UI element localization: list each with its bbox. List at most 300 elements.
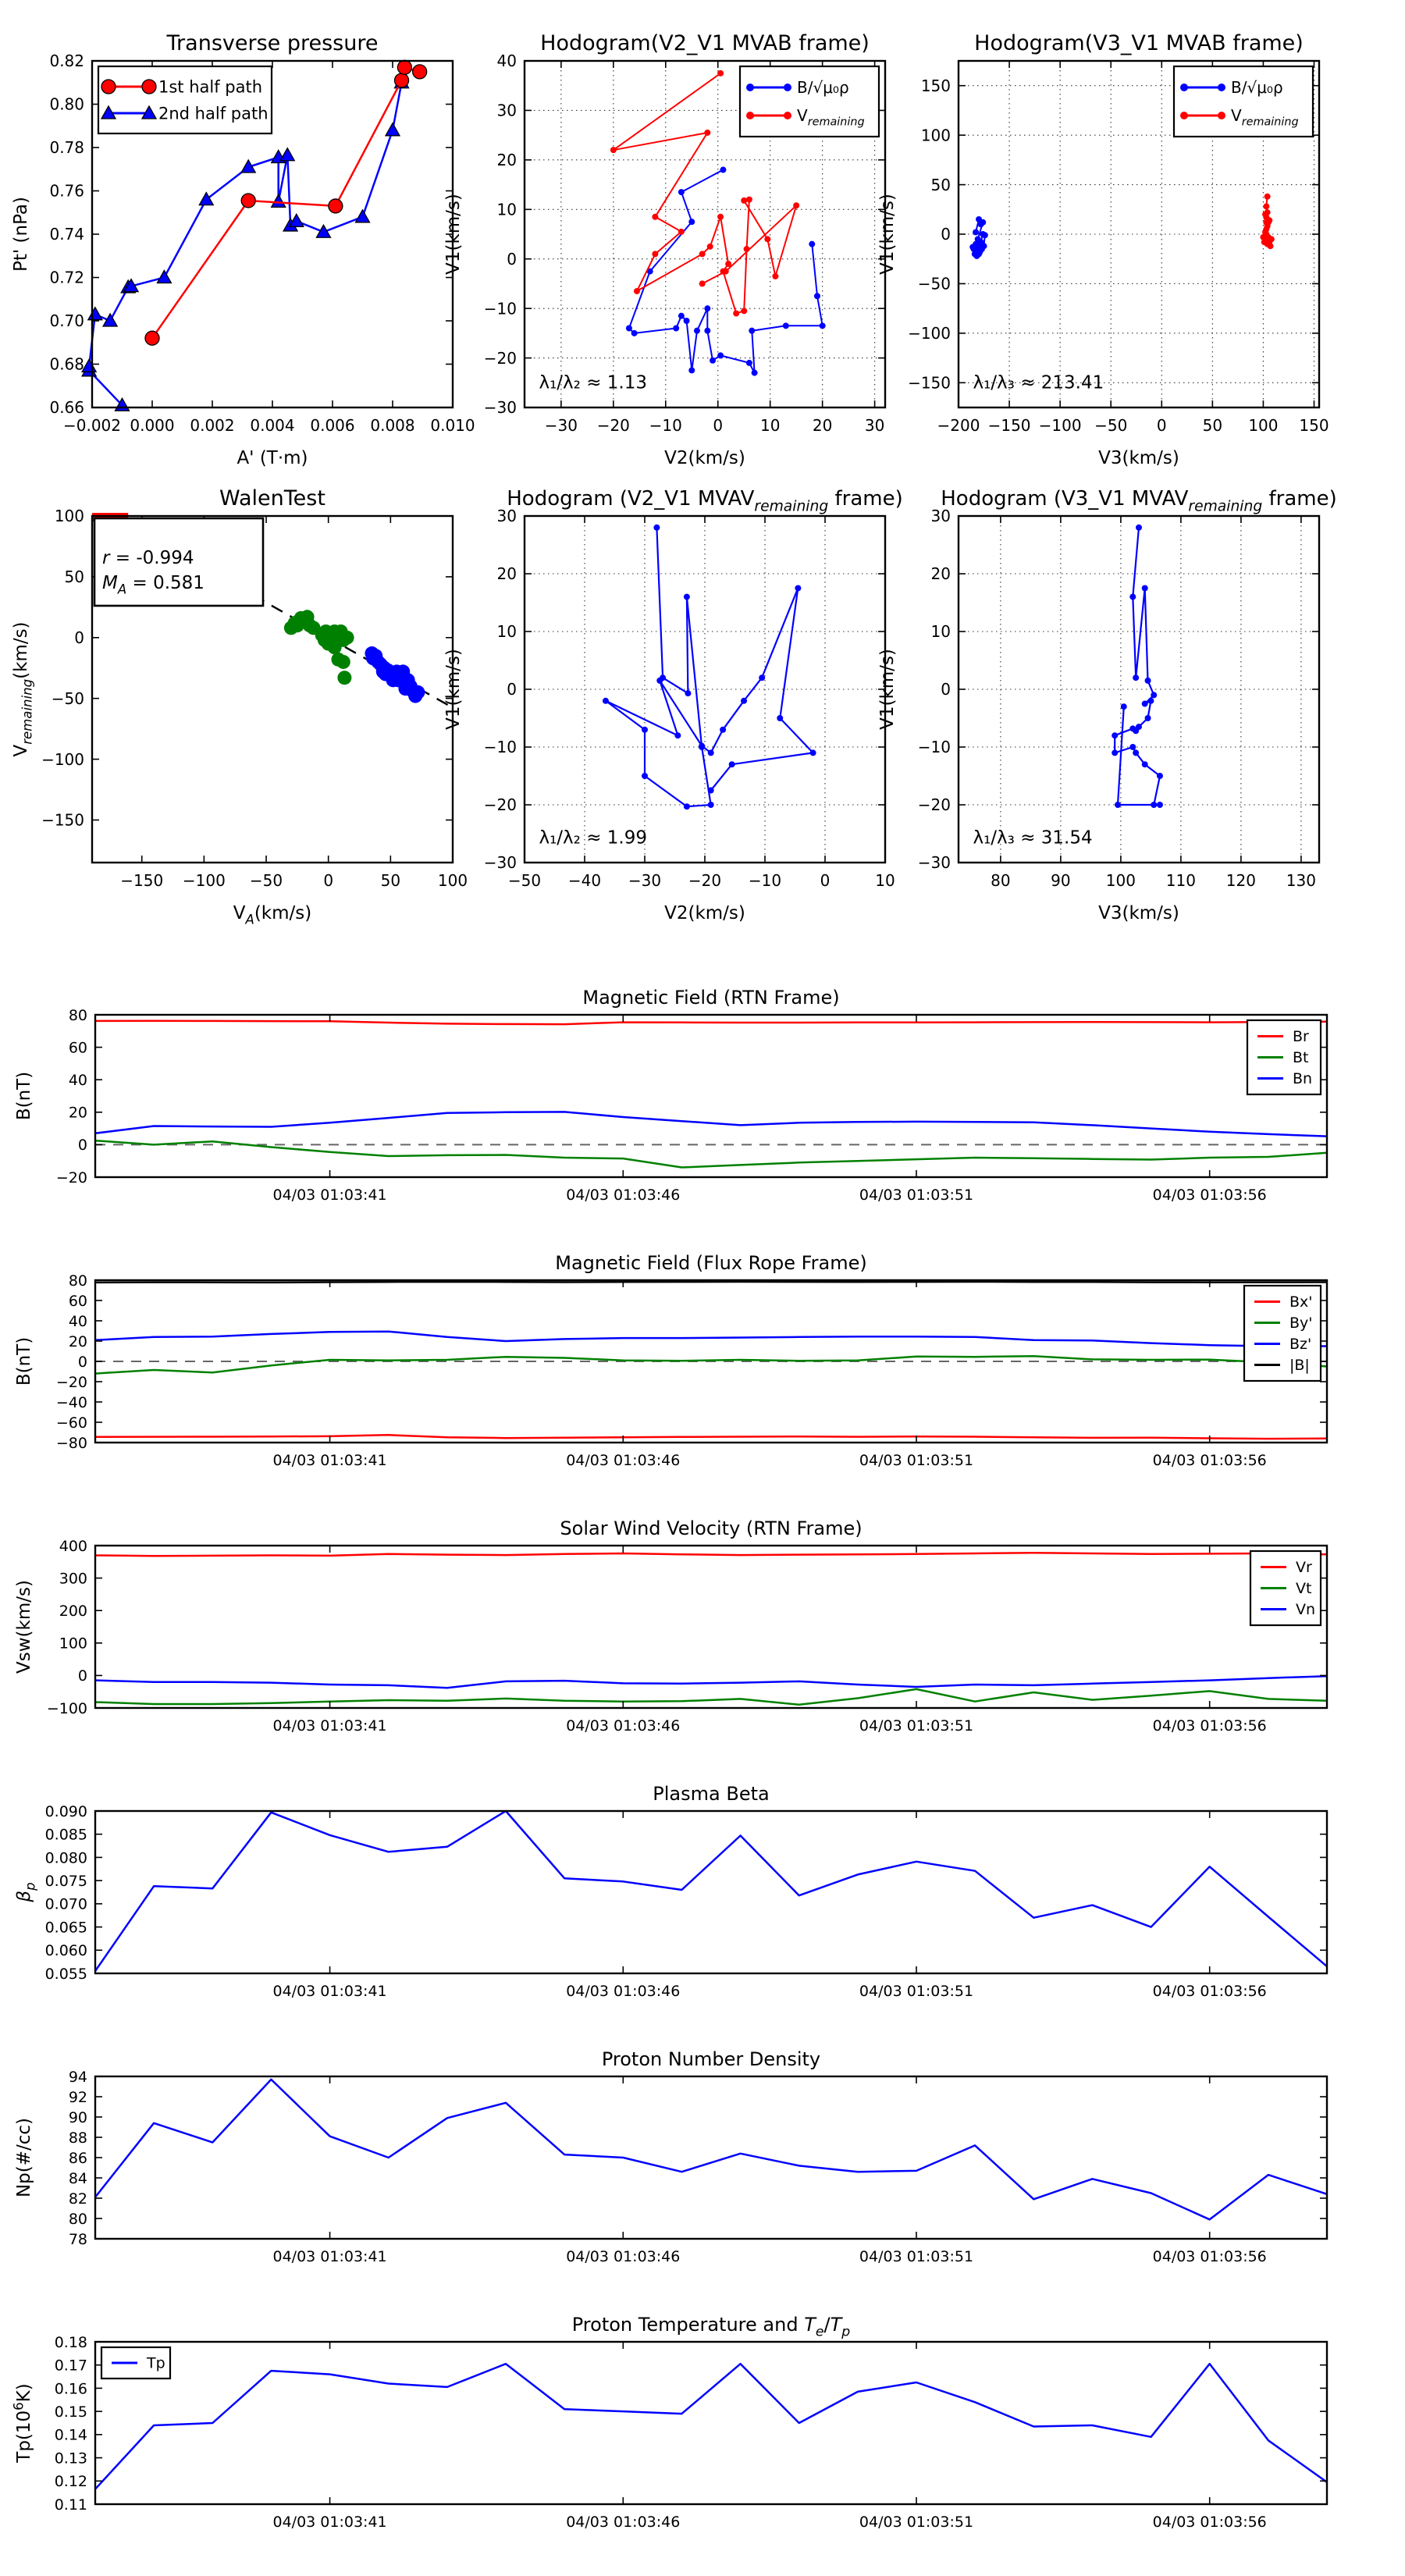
legend-label: $V_{remaining}$	[1231, 106, 1299, 129]
point-marker	[746, 197, 752, 203]
point-marker	[784, 84, 791, 91]
y-tick-label: 0.090	[44, 1802, 87, 1820]
point-marker	[688, 367, 695, 373]
y-tick-label: 82	[68, 2190, 87, 2208]
series-B-over-sqrt-mu0rho	[969, 216, 988, 259]
y-tick-label: 0	[941, 680, 951, 699]
series-v-remaining-path	[1112, 525, 1163, 808]
point-marker	[642, 773, 648, 779]
fit-stats-line: r = -0.994	[102, 548, 194, 568]
x-tick-label: 04/03 01:03:56	[1152, 2514, 1267, 2531]
y-tick-label: 100	[54, 507, 84, 526]
y-tick-label: −80	[55, 1434, 87, 1452]
point-marker	[688, 219, 695, 225]
series-Vn	[95, 1676, 1327, 1688]
x-tick-label: 150	[1299, 416, 1329, 435]
point-marker	[749, 328, 755, 334]
x-tick-label: −0.002	[62, 416, 122, 435]
point-marker	[725, 261, 731, 267]
fit-stats-line: $M_A = 0.581$	[102, 573, 205, 597]
point-marker	[1268, 236, 1275, 242]
series-line	[95, 1112, 1327, 1136]
x-axis-label: V2(km/s)	[664, 448, 745, 468]
point-marker	[652, 251, 658, 257]
point-marker	[720, 167, 726, 173]
y-tick-label: 0.80	[49, 94, 84, 114]
y-axis-label: V1(km/s)	[443, 194, 464, 275]
point-marker	[1262, 212, 1268, 218]
x-tick-label: −20	[596, 416, 630, 435]
x-tick-label: 04/03 01:03:56	[1152, 1983, 1267, 2000]
triangle-marker	[199, 193, 213, 205]
point-marker	[777, 715, 783, 721]
point-marker	[699, 251, 706, 257]
point-marker	[1121, 703, 1127, 710]
legend-label: |B|	[1289, 1357, 1310, 1375]
x-tick-label: 130	[1286, 871, 1316, 890]
y-tick-label: −30	[483, 398, 517, 418]
panel-mag-rtn	[14, 987, 1327, 1204]
y-tick-label: −20	[483, 795, 517, 815]
point-marker	[610, 147, 617, 153]
y-axis-label: $\beta_p$	[14, 1882, 38, 1902]
point-marker	[717, 352, 724, 358]
point-marker	[684, 803, 690, 809]
series-Vr	[95, 1553, 1327, 1556]
point-marker	[340, 631, 354, 645]
y-axis-label: B(nT)	[14, 1071, 34, 1121]
x-tick-label: 50	[1202, 416, 1223, 435]
y-tick-label: 0.17	[54, 2357, 87, 2375]
y-tick-label: −10	[917, 738, 951, 757]
point-marker	[1157, 773, 1163, 779]
x-tick-label: 04/03 01:03:51	[859, 1187, 974, 1204]
x-tick-label: 0	[820, 871, 831, 890]
x-tick-label: 0.000	[130, 416, 175, 435]
y-tick-label: −40	[55, 1393, 87, 1411]
point-marker	[746, 84, 754, 91]
point-marker	[741, 698, 747, 704]
y-tick-label: −10	[483, 299, 517, 318]
triangle-marker	[280, 148, 294, 161]
point-marker	[1151, 692, 1157, 698]
point-marker	[741, 308, 747, 314]
point-marker	[793, 202, 799, 208]
x-tick-label: −10	[649, 416, 682, 435]
point-marker	[699, 743, 705, 749]
point-marker	[684, 594, 690, 600]
point-marker	[642, 727, 648, 733]
panel-title: Magnetic Field (RTN Frame)	[582, 987, 840, 1009]
point-marker	[810, 749, 816, 756]
y-tick-label: 0.085	[44, 1826, 87, 1844]
legend-label: Bx'	[1289, 1293, 1313, 1311]
x-tick-label: 04/03 01:03:56	[1152, 1187, 1267, 1204]
y-tick-label: 0.66	[49, 398, 84, 418]
x-tick-label: 0.008	[370, 416, 415, 435]
panel-hodogram-v2v1-mvav	[443, 487, 903, 923]
legend-label: Vr	[1296, 1559, 1312, 1577]
panel-plasma-beta	[14, 1783, 1327, 2000]
y-tick-label: 0.080	[44, 1849, 87, 1867]
point-marker	[752, 370, 758, 376]
triangle-marker	[316, 225, 330, 237]
y-tick-label: −50	[917, 274, 951, 294]
panel-title: Proton Temperature and $T_e/T_p$	[571, 2314, 851, 2340]
y-axis-label: B(nT)	[14, 1336, 34, 1386]
y-tick-label: −100	[908, 324, 951, 343]
point-marker	[708, 788, 714, 794]
point-marker	[1142, 585, 1148, 592]
lambda-ratio-annotation: λ₁/λ₂ ≈ 1.13	[539, 372, 648, 393]
y-tick-label: 40	[68, 1072, 87, 1090]
x-axis-label: V3(km/s)	[1098, 448, 1179, 468]
y-tick-label: 88	[68, 2129, 87, 2147]
legend-label: B/√μ₀ρ	[1231, 78, 1283, 97]
y-tick-label: −30	[483, 853, 517, 873]
point-marker	[626, 326, 632, 332]
panel-transverse-pressure	[11, 31, 475, 468]
point-marker	[746, 112, 754, 119]
y-tick-label: 0.72	[49, 268, 84, 287]
point-marker	[142, 80, 156, 94]
legend-label: Bz'	[1289, 1336, 1312, 1354]
y-tick-label: 100	[59, 1635, 87, 1653]
series-line	[95, 1356, 1327, 1373]
point-marker	[411, 685, 425, 699]
y-tick-label: 0	[507, 249, 517, 269]
axes-frame	[95, 1811, 1327, 1973]
y-axis-label: Pt' (nPa)	[11, 197, 31, 272]
y-tick-label: 0.18	[54, 2333, 87, 2351]
point-marker	[784, 112, 791, 119]
legend-box	[98, 66, 272, 133]
point-marker	[1147, 698, 1154, 704]
point-marker	[673, 326, 679, 332]
x-tick-label: 04/03 01:03:46	[566, 1983, 681, 2000]
x-tick-label: 0	[323, 871, 334, 890]
y-tick-label: 0.70	[49, 311, 84, 331]
series-beta-p	[95, 1811, 1327, 1971]
point-marker	[336, 655, 350, 669]
point-marker	[241, 194, 255, 208]
x-tick-label: 100	[1248, 416, 1279, 435]
point-marker	[1129, 744, 1136, 750]
x-axis-label: V3(km/s)	[1098, 903, 1179, 923]
series-line	[95, 1553, 1327, 1556]
y-tick-label: 0	[74, 628, 84, 647]
panel-proton-density	[14, 2048, 1327, 2265]
panel-vsw-rtn	[14, 1517, 1327, 1735]
x-tick-label: 04/03 01:03:41	[272, 1717, 387, 1735]
x-tick-label: 04/03 01:03:51	[859, 2248, 974, 2265]
panel-proton-temp	[11, 2314, 1327, 2531]
x-tick-label: −150	[987, 416, 1031, 435]
x-tick-label: 10	[759, 416, 781, 435]
point-marker	[1266, 217, 1272, 223]
legend-label: Vt	[1296, 1580, 1312, 1598]
y-tick-label: 400	[59, 1537, 87, 1555]
series-Bz-prime	[95, 1332, 1327, 1347]
y-tick-label: 20	[68, 1332, 87, 1350]
y-tick-label: 0.070	[44, 1895, 87, 1913]
x-tick-label: 04/03 01:03:56	[1152, 1452, 1267, 1469]
point-marker	[973, 229, 979, 235]
y-tick-label: 50	[930, 175, 951, 194]
point-marker	[101, 80, 116, 94]
lambda-ratio-annotation: λ₁/λ₃ ≈ 31.54	[973, 827, 1093, 849]
series-v-remaining-path	[603, 525, 816, 809]
x-tick-label: 04/03 01:03:51	[859, 1717, 974, 1735]
panel-title: Solar Wind Velocity (RTN Frame)	[560, 1517, 863, 1539]
point-marker	[678, 189, 685, 195]
point-marker	[704, 328, 710, 334]
y-tick-label: −150	[908, 373, 951, 393]
series-line	[95, 1676, 1327, 1688]
point-marker	[744, 246, 750, 252]
axes-frame	[959, 516, 1319, 863]
x-tick-label: 04/03 01:03:46	[566, 1452, 681, 1469]
y-tick-label: 200	[59, 1603, 87, 1621]
point-marker	[337, 671, 351, 685]
point-marker	[741, 197, 747, 204]
x-tick-label: 110	[1165, 871, 1196, 890]
point-marker	[708, 802, 714, 808]
series-line	[95, 1282, 1327, 1283]
legend-label: Bt	[1293, 1049, 1309, 1067]
y-axis-label: Vsw(km/s)	[14, 1580, 34, 1674]
y-tick-label: 92	[68, 2088, 87, 2106]
series-Np	[95, 2080, 1327, 2219]
point-marker	[764, 236, 770, 242]
y-tick-label: 10	[496, 622, 517, 642]
point-marker	[746, 360, 752, 366]
point-marker	[1112, 732, 1118, 738]
y-tick-label: 90	[68, 2108, 87, 2126]
y-tick-label: 0.11	[54, 2496, 87, 2514]
triangle-marker	[272, 194, 286, 207]
y-tick-label: 0.78	[49, 138, 84, 158]
y-axis-label: V1(km/s)	[877, 194, 898, 275]
panel-hodogram-v3v1-mvav	[877, 487, 1337, 923]
triangle-marker	[157, 271, 171, 283]
y-tick-label: 20	[930, 564, 951, 584]
y-tick-label: −100	[46, 1699, 87, 1717]
point-marker	[1263, 203, 1269, 209]
y-tick-label: 30	[496, 101, 517, 120]
point-marker	[708, 749, 714, 756]
y-tick-label: 10	[496, 200, 517, 219]
lambda-ratio-annotation: λ₁/λ₃ ≈ 213.41	[973, 372, 1104, 393]
x-tick-label: −10	[748, 871, 782, 890]
x-tick-label: −50	[1094, 416, 1128, 435]
x-tick-label: −100	[1038, 416, 1082, 435]
triangle-marker	[103, 314, 117, 326]
point-marker	[980, 219, 986, 226]
point-marker	[783, 322, 789, 329]
x-tick-label: 04/03 01:03:51	[859, 2514, 974, 2531]
point-marker	[1180, 84, 1188, 91]
point-marker	[710, 358, 716, 364]
y-axis-label: V1(km/s)	[877, 649, 898, 730]
x-tick-label: 04/03 01:03:56	[1152, 2248, 1267, 2265]
point-marker	[809, 241, 815, 247]
y-tick-label: 0.74	[49, 225, 84, 244]
y-tick-label: 150	[920, 76, 951, 95]
point-marker	[1218, 112, 1225, 119]
point-marker	[634, 288, 640, 294]
y-tick-label: 0.15	[54, 2403, 87, 2421]
point-marker	[1112, 749, 1118, 756]
y-tick-label: 0	[77, 1353, 87, 1371]
series-line	[95, 2080, 1327, 2219]
x-tick-label: 0.002	[190, 416, 235, 435]
axes-frame	[95, 2342, 1327, 2504]
series-Tp	[95, 2364, 1327, 2489]
x-tick-label: 120	[1225, 871, 1256, 890]
point-marker	[723, 269, 729, 275]
legend-label: 2nd half path	[158, 104, 269, 123]
point-marker	[1133, 749, 1139, 756]
axes-frame	[95, 2076, 1327, 2239]
y-tick-label: −50	[51, 688, 84, 708]
y-tick-label: 94	[68, 2068, 87, 2086]
y-tick-label: 0	[507, 680, 517, 699]
x-tick-label: −50	[249, 871, 283, 890]
y-tick-label: 0	[77, 1667, 87, 1685]
point-marker	[1129, 594, 1136, 600]
point-marker	[1142, 701, 1148, 707]
y-axis-label: $V_{remaining}(km/s)$	[11, 621, 35, 757]
y-tick-label: 0.055	[44, 1965, 87, 1983]
series-line	[95, 1689, 1327, 1705]
series-B-magnitude	[95, 1282, 1327, 1283]
legend-label: 1st half path	[158, 77, 263, 97]
point-marker	[707, 244, 713, 250]
y-tick-label: 0.12	[54, 2473, 87, 2491]
y-tick-label: 86	[68, 2149, 87, 2167]
point-marker	[678, 229, 685, 235]
y-tick-label: −10	[483, 738, 517, 757]
y-tick-label: 0.82	[49, 52, 84, 71]
x-tick-label: 30	[864, 416, 885, 435]
panel-mag-fluxrope	[14, 1252, 1327, 1469]
x-tick-label: 80	[991, 871, 1011, 890]
y-tick-label: −30	[917, 853, 951, 873]
y-tick-label: 0.68	[49, 354, 84, 374]
x-tick-label: 0.004	[250, 416, 295, 435]
point-marker	[1145, 678, 1151, 684]
point-marker	[759, 674, 765, 681]
y-tick-label: 40	[68, 1312, 87, 1330]
y-tick-label: 60	[68, 1292, 87, 1310]
triangle-marker	[356, 210, 370, 222]
x-tick-label: 04/03 01:03:46	[566, 1717, 681, 1735]
point-marker	[1264, 194, 1271, 200]
point-marker	[1129, 725, 1136, 731]
y-tick-label: 10	[930, 622, 951, 642]
point-marker	[704, 130, 710, 136]
point-marker	[397, 60, 411, 74]
x-axis-label: $V_A(km/s)$	[233, 903, 312, 927]
y-tick-label: 78	[68, 2230, 87, 2248]
x-tick-label: 04/03 01:03:51	[859, 1983, 974, 2000]
y-tick-label: −150	[41, 810, 84, 830]
x-axis-label: A' (T·m)	[237, 448, 308, 468]
legend-label: $V_{remaining}$	[797, 106, 865, 129]
y-tick-label: −20	[55, 1373, 87, 1391]
x-tick-label: −200	[937, 416, 980, 435]
legend-label: B/√μ₀ρ	[797, 78, 849, 97]
x-tick-label: 0.010	[430, 416, 475, 435]
legend-label: By'	[1289, 1315, 1313, 1332]
x-tick-label: 100	[437, 871, 468, 890]
point-marker	[1136, 525, 1142, 531]
x-tick-label: 10	[875, 871, 895, 890]
point-marker	[395, 73, 409, 87]
series-line	[606, 528, 813, 806]
y-tick-label: 80	[68, 1006, 87, 1024]
point-marker	[729, 761, 735, 767]
point-marker	[772, 273, 778, 279]
point-marker	[1142, 761, 1148, 767]
x-tick-label: 0	[713, 416, 724, 435]
point-marker	[1268, 243, 1274, 249]
point-marker	[814, 293, 820, 299]
series-line	[95, 1435, 1327, 1439]
series-Vt	[95, 1689, 1327, 1705]
x-tick-label: 90	[1051, 871, 1071, 890]
x-tick-label: −30	[628, 871, 662, 890]
x-tick-label: 04/03 01:03:46	[566, 2514, 681, 2531]
y-tick-label: 0.060	[44, 1942, 87, 1960]
x-tick-label: −150	[120, 871, 164, 890]
series-V-remaining	[1260, 194, 1274, 249]
panel-hodogram-v3v1-mvab	[877, 31, 1329, 468]
point-marker	[1151, 802, 1157, 808]
point-marker	[1180, 112, 1188, 119]
y-tick-label: −60	[55, 1414, 87, 1432]
triangle-marker	[386, 123, 400, 136]
series-line	[95, 1811, 1327, 1971]
point-marker	[685, 690, 691, 696]
x-tick-label: 20	[812, 416, 833, 435]
panel-title: Magnetic Field (Flux Rope Frame)	[555, 1252, 867, 1274]
point-marker	[820, 322, 826, 329]
point-marker	[699, 280, 706, 286]
x-tick-label: 04/03 01:03:56	[1152, 1717, 1267, 1735]
y-axis-label: $Tp(10^6K)$	[11, 2383, 34, 2463]
x-tick-label: −30	[544, 416, 578, 435]
x-tick-label: −40	[567, 871, 602, 890]
y-tick-label: 80	[68, 2210, 87, 2228]
y-tick-label: 20	[68, 1104, 87, 1122]
series-By-prime	[95, 1356, 1327, 1373]
point-marker	[1218, 84, 1225, 91]
point-marker	[653, 525, 660, 531]
x-axis-label: V2(km/s)	[664, 903, 745, 923]
y-tick-label: 84	[68, 2169, 87, 2187]
point-marker	[733, 310, 739, 316]
y-tick-label: 20	[496, 151, 517, 170]
x-tick-label: 04/03 01:03:41	[272, 1187, 387, 1204]
lambda-ratio-annotation: λ₁/λ₂ ≈ 1.99	[539, 827, 648, 849]
point-marker	[978, 239, 984, 245]
y-tick-label: 0	[77, 1137, 87, 1155]
series-Br	[95, 1021, 1327, 1024]
point-marker	[684, 318, 690, 324]
point-marker	[413, 65, 427, 79]
